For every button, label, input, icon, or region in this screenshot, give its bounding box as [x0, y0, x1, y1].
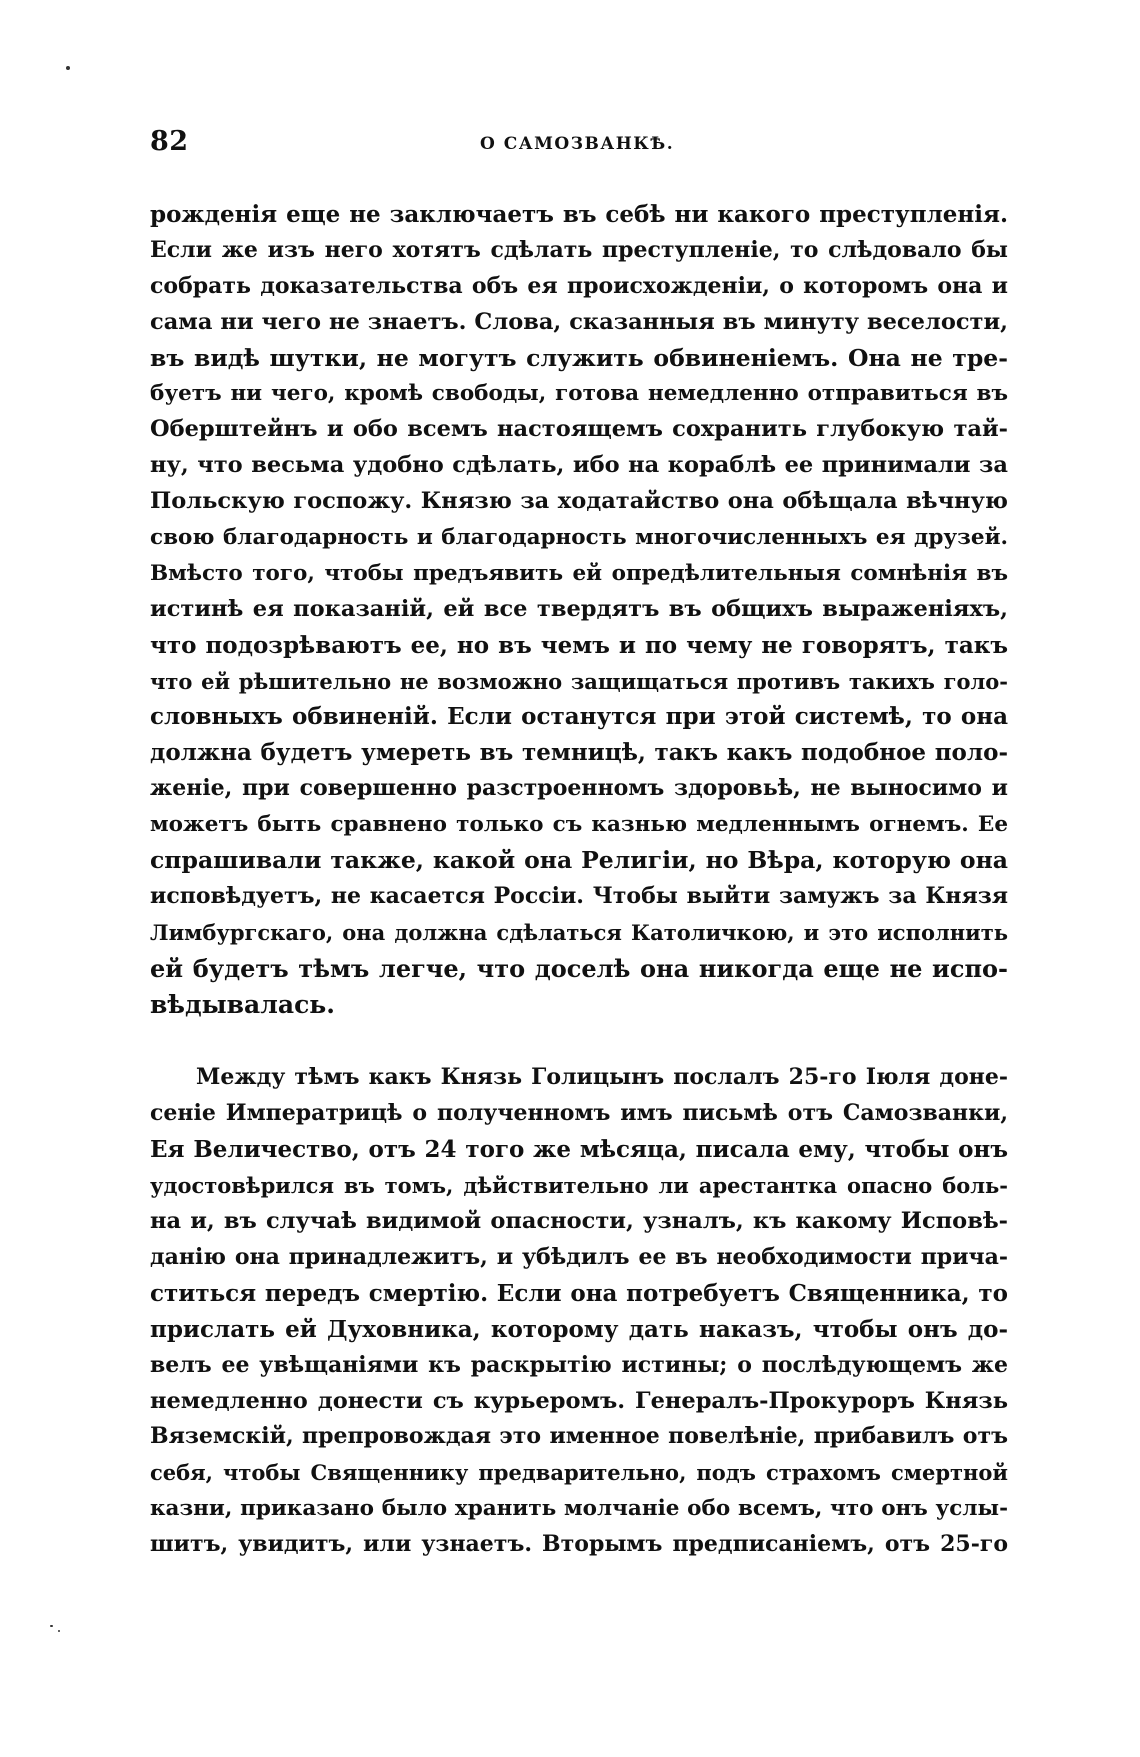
text-line: ей будетъ тѣмъ легче, что доселѣ она никогда еще не испо-: [150, 953, 1008, 983]
text-line: Ея Величество, отъ 24 того же мѣсяца, писала ему, чтобы онъ: [150, 1136, 1008, 1164]
text-line: сеніе Императрицѣ о полученномъ имъ письмѣ отъ Самозванки,: [150, 1100, 1008, 1127]
text-line: спрашивали также, какой она Религіи, но Вѣра, которую она: [150, 846, 1008, 875]
text-line: женіе, при совершенно разстроенномъ здоровьѣ, не выносимо и: [150, 775, 1008, 802]
text-line: Вяземскій, препровождая это именное повелѣніе, прибавилъ отъ: [150, 1423, 1008, 1450]
text-body: [150, 197, 1008, 1563]
print-speck: [50, 1625, 53, 1627]
text-line: прислать ей Духовника, которому дать наказъ, чтобы онъ до-: [150, 1315, 1008, 1343]
text-line: немедленно донести съ курьеромъ. Генералъ-Прокуроръ Князь: [150, 1387, 1008, 1414]
paragraph-2: [150, 1060, 1008, 1562]
text-line: въ видѣ шутки, не могутъ служить обвиненіемъ. Она не тре-: [150, 343, 1008, 372]
text-line: шитъ, увидитъ, или узнаетъ. Вторымъ предписаніемъ, отъ 25-го: [150, 1531, 1008, 1558]
text-line: можетъ быть сравнено только съ казнью медленнымъ огнемъ. Ее: [150, 812, 1008, 838]
text-line: Лимбургскаго, она должна сдѣлаться Католичкою, и это исполнить: [150, 919, 1008, 945]
text-line: Оберштейнъ и обо всемъ настоящемъ сохранить глубокую тай-: [150, 416, 1008, 443]
paragraph-gap: [150, 1022, 1008, 1060]
text-line: сама ни чего не знаетъ. Слова, сказанныя въ минуту веселости,: [150, 308, 1008, 335]
text-line: истинѣ ея показаній, ей все твердятъ въ общихъ выраженіяхъ,: [150, 595, 1008, 622]
text-line: собрать доказательства объ ея происхожденіи, о которомъ она и: [150, 272, 1008, 299]
text-line: себя, чтобы Священнику предварительно, подъ страхомъ смертной: [150, 1460, 1008, 1486]
text-line: что подозрѣваютъ ее, но въ чемъ и по чему не говорятъ, такъ: [150, 631, 1008, 659]
text-line: буетъ ни чего, кромѣ свободы, готова немедленно отправиться въ: [150, 381, 1008, 407]
page-header: [150, 126, 1010, 166]
text-line: удостовѣрился въ томъ, дѣйствительно ли арестантка опасно боль-: [150, 1173, 1008, 1199]
print-speck: [58, 1630, 60, 1632]
running-title: О САМОЗВАНКѢ.: [480, 134, 675, 154]
text-line: данію она принадлежитъ, и убѣдилъ ее въ необходимости прича-: [150, 1243, 1008, 1270]
text-line: Вмѣсто того, чтобы предъявить ей опредѣлительныя сомнѣнія въ: [150, 560, 1008, 586]
text-line: исповѣдуетъ, не касается Россіи. Чтобы выйти замужъ за Князя: [150, 882, 1008, 909]
text-line: должна будетъ умереть въ темницѣ, такъ какъ подобное поло-: [150, 739, 1008, 767]
text-line: свою благодарность и благодарность многочисленныхъ ея друзей.: [150, 525, 1008, 551]
text-line: что ей рѣшительно не возможно защищаться противъ такихъ голо-: [150, 668, 1008, 694]
text-line: рожденія еще не заключаетъ въ себѣ ни какого преступленія.: [150, 201, 1008, 228]
text-line: казни, приказано было хранить молчаніе обо всемъ, что онъ услы-: [150, 1496, 1008, 1522]
text-line: на и, въ случаѣ видимой опасности, узналъ, къ какому Исповѣ-: [150, 1208, 1008, 1235]
text-line: велъ ее увѣщаніями къ раскрытію истины; о послѣдующемъ же: [150, 1351, 1008, 1378]
text-line: Польскую госпожу. Князю за ходатайство она обѣщала вѣчную: [150, 488, 1008, 515]
text-line: ститься передъ смертію. Если она потребуетъ Священника, то: [150, 1279, 1008, 1307]
paragraph-1: [150, 197, 1008, 1022]
text-line: Если же изъ него хотятъ сдѣлать преступленіе, то слѣдовало бы: [150, 236, 1008, 263]
text-line: вѣдывалась.: [150, 989, 335, 1019]
text-line: Между тѣмъ какъ Князь Голицынъ послалъ 25-го Іюля доне-: [196, 1064, 1008, 1091]
page-number: 82: [150, 126, 189, 157]
print-speck: [66, 66, 70, 70]
text-line: ну, что весьма удобно сдѣлать, ибо на кораблѣ ее принимали за: [150, 452, 1008, 479]
text-line: словныхъ обвиненій. Если останутся при этой системѣ, то она: [150, 703, 1008, 731]
